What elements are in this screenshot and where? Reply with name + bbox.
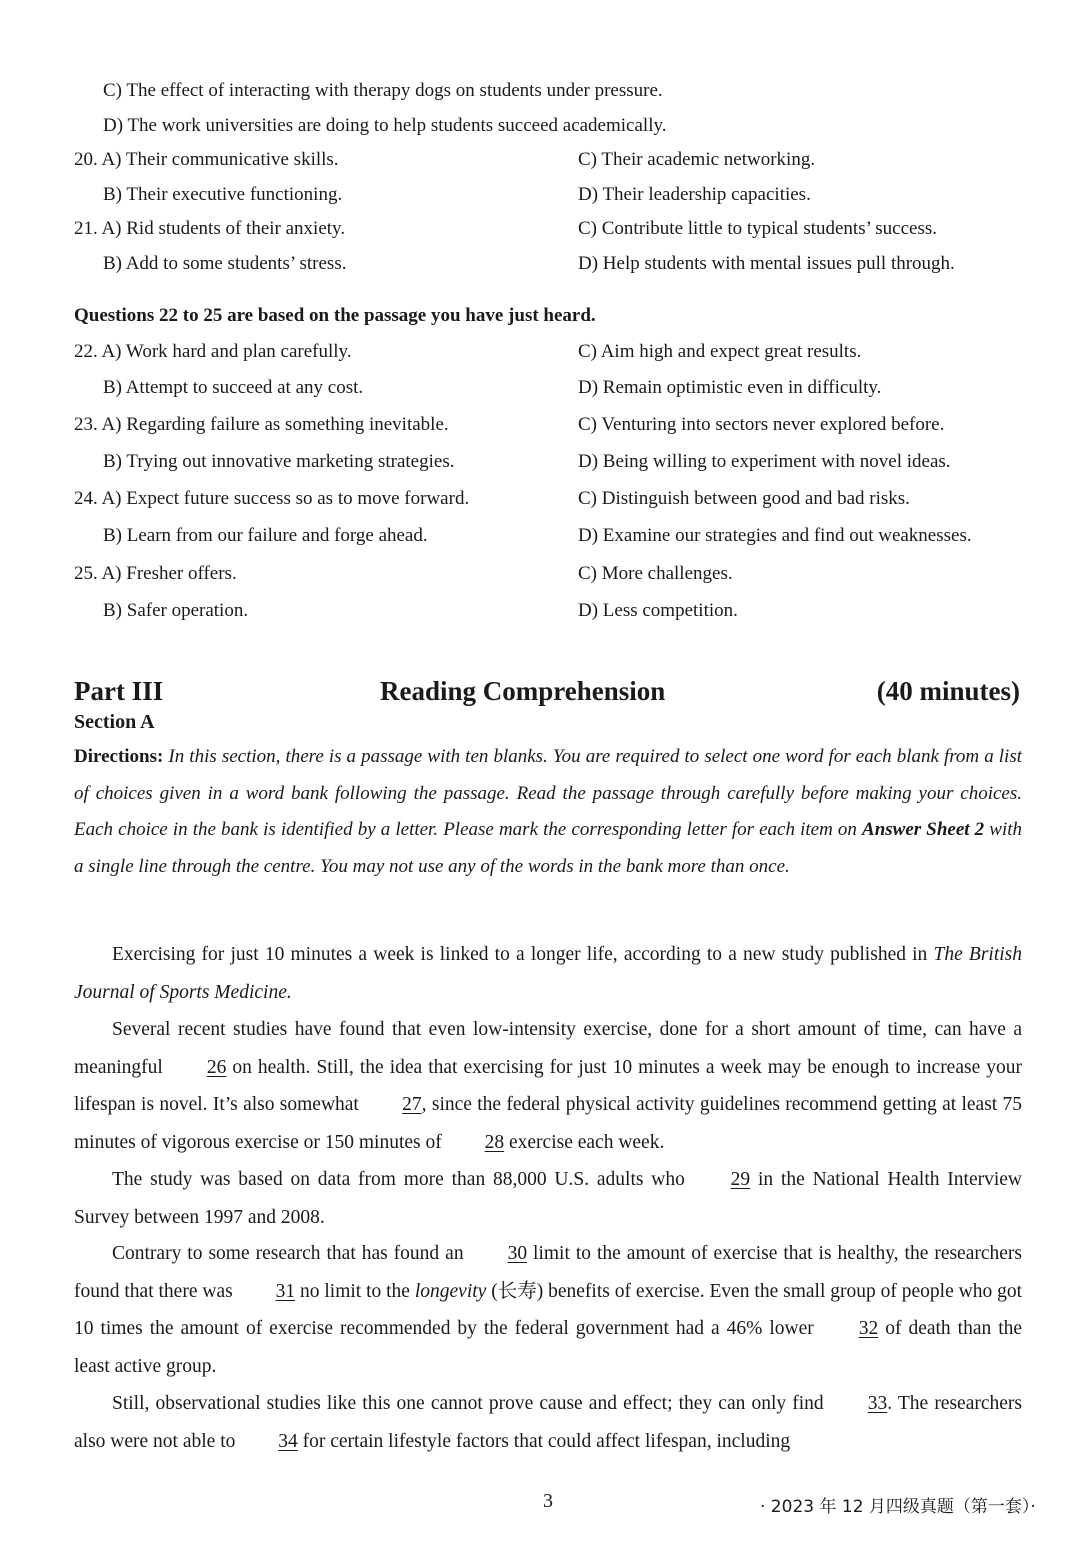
blank-33[interactable]: 33 [867,1393,888,1414]
blank-27[interactable]: 27 [402,1094,422,1115]
directions-text-2: with a single line through the centre. You may not use any of the words in the bank more than once. [74,819,1022,877]
q25-option-d: D) Less competition. [578,600,738,621]
q25-option-a: 25. A) Fresher offers. [74,563,237,584]
q24-option-b: B) Learn from our failure and forge ahead. [103,525,428,546]
p5-text-3: for certain lifestyle factors that could affect lifespan, including [302,1430,791,1452]
part-title: Reading Comprehension [380,676,666,706]
exam-label: · 2023 年 12 月四级真题（第一套）· [760,1497,1036,1517]
passage-paragraph-4 [74,1235,1022,1385]
passage-paragraph-3 [74,1161,1022,1236]
longevity-term: longevity [414,1280,487,1302]
p4-text-3: no limit to the [299,1280,410,1302]
q22-option-d: D) Remain optimistic even in difficulty. [578,377,882,398]
blank-26[interactable]: 26 [206,1056,227,1078]
p4-text-4: (长寿) benefits of exercise. Even the small group of people who got 10 times the amount of exercise recommended by the federal government had a 46% lower [74,1280,1023,1339]
page-number: 3 [543,1490,553,1512]
p1-text: Exercising for just 10 minutes a week is linked to a longer life, according to a new study published in [112,944,928,965]
q22-option-c: C) Aim high and expect great results. [578,341,862,362]
blank-30[interactable]: 30 [507,1243,528,1264]
q20-option-c: C) Their academic networking. [578,149,816,170]
p4-text-5: of death than the least active group. [74,1318,1023,1377]
p2-text-2: on health. Still, the idea that exercising for just 10 minutes a week may be enough to increase your lifespan is novel. It’s also somewhat [74,1056,1023,1115]
q22-option-a: 22. A) Work hard and plan carefully. [74,341,352,362]
p2-text-1: Several recent studies have found that even low-intensity exercise, done for a short amount of time, can have a meaningful [74,1019,1022,1078]
q20-option-a: 20. A) Their communicative skills. [74,149,339,170]
q23-option-c: C) Venturing into sectors never explored before. [578,414,945,435]
p3-text-1: The study was based on data from more than 88,000 U.S. adults who [112,1169,685,1190]
section-title: Section A [74,711,155,733]
part-time: (40 minutes) [876,676,1020,706]
q23-option-a: 23. A) Regarding failure as something inevitable. [74,414,449,435]
q21-option-d: D) Help students with mental issues pull through. [578,253,955,274]
p4-text-2: limit to the amount of exercise that is healthy, the researchers found that there was [74,1243,1023,1302]
part-label: Part III [74,676,164,706]
p4-text-1: Contrary to some research that has found an [112,1243,464,1264]
q21-option-a: 21. A) Rid students of their anxiety. [74,218,346,239]
blank-29[interactable]: 29 [730,1169,751,1190]
blank-32[interactable]: 32 [858,1318,879,1339]
directions-label: Directions: [74,746,164,767]
q21-option-b: B) Add to some students’ stress. [103,253,347,274]
q25-option-b: B) Safer operation. [103,600,249,621]
q24-option-c: C) Distinguish between good and bad risks. [578,488,910,509]
blank-31[interactable]: 31 [275,1280,296,1302]
q20-option-b: B) Their executive functioning. [103,184,343,205]
q24-option-a: 24. A) Expect future success so as to move forward. [74,488,470,509]
q20-option-d: D) Their leadership capacities. [578,184,811,205]
part-header [74,676,1020,710]
blank-34[interactable]: 34 [278,1430,298,1452]
blank-28[interactable]: 28 [484,1131,505,1153]
q22-option-b: B) Attempt to succeed at any cost. [103,377,364,398]
p5-text-1: Still, observational studies like this one cannot prove cause and effect; they can only find [112,1393,824,1414]
q21-option-c: C) Contribute little to typical students’ success. [578,218,938,239]
journal-name: The British Journal of Sports Medicine. [74,944,1023,1003]
q19-option-c: C) The effect of interacting with therapy dogs on students under pressure. [103,80,663,101]
q23-option-b: B) Trying out innovative marketing strategies. [103,451,455,472]
answer-sheet-ref: Answer Sheet 2 [862,819,985,840]
q25-option-c: C) More challenges. [578,563,733,584]
directions [74,739,1022,885]
p2-text-4: exercise each week. [508,1131,665,1153]
p2-text-3: , since the federal physical activity guidelines recommend getting at least 75 minutes of vigorous exercise or 150 minutes of [74,1094,1023,1153]
questions-heading: Questions 22 to 25 are based on the passage you have just heard. [74,305,596,326]
passage-paragraph-5 [74,1385,1022,1460]
directions-text-1: In this section, there is a passage with ten blanks. You are required to select one word for each blank from a list of choices given in a word bank following the passage. Read the passage through carefully before making your choices. Each choice in the bank is identified by a letter. Please mark the corresponding letter for each item on [74,746,1022,840]
p3-text-2: in the National Health Interview Survey between 1997 and 2008. [74,1169,1023,1228]
q24-option-d: D) Examine our strategies and find out weaknesses. [578,525,972,546]
q23-option-d: D) Being willing to experiment with novel ideas. [578,451,951,472]
passage-paragraph-1 [74,936,1022,1011]
p5-text-2: . The researchers also were not able to [74,1393,1022,1452]
passage-paragraph-2 [74,1011,1022,1161]
q19-option-d: D) The work universities are doing to help students succeed academically. [103,115,667,136]
